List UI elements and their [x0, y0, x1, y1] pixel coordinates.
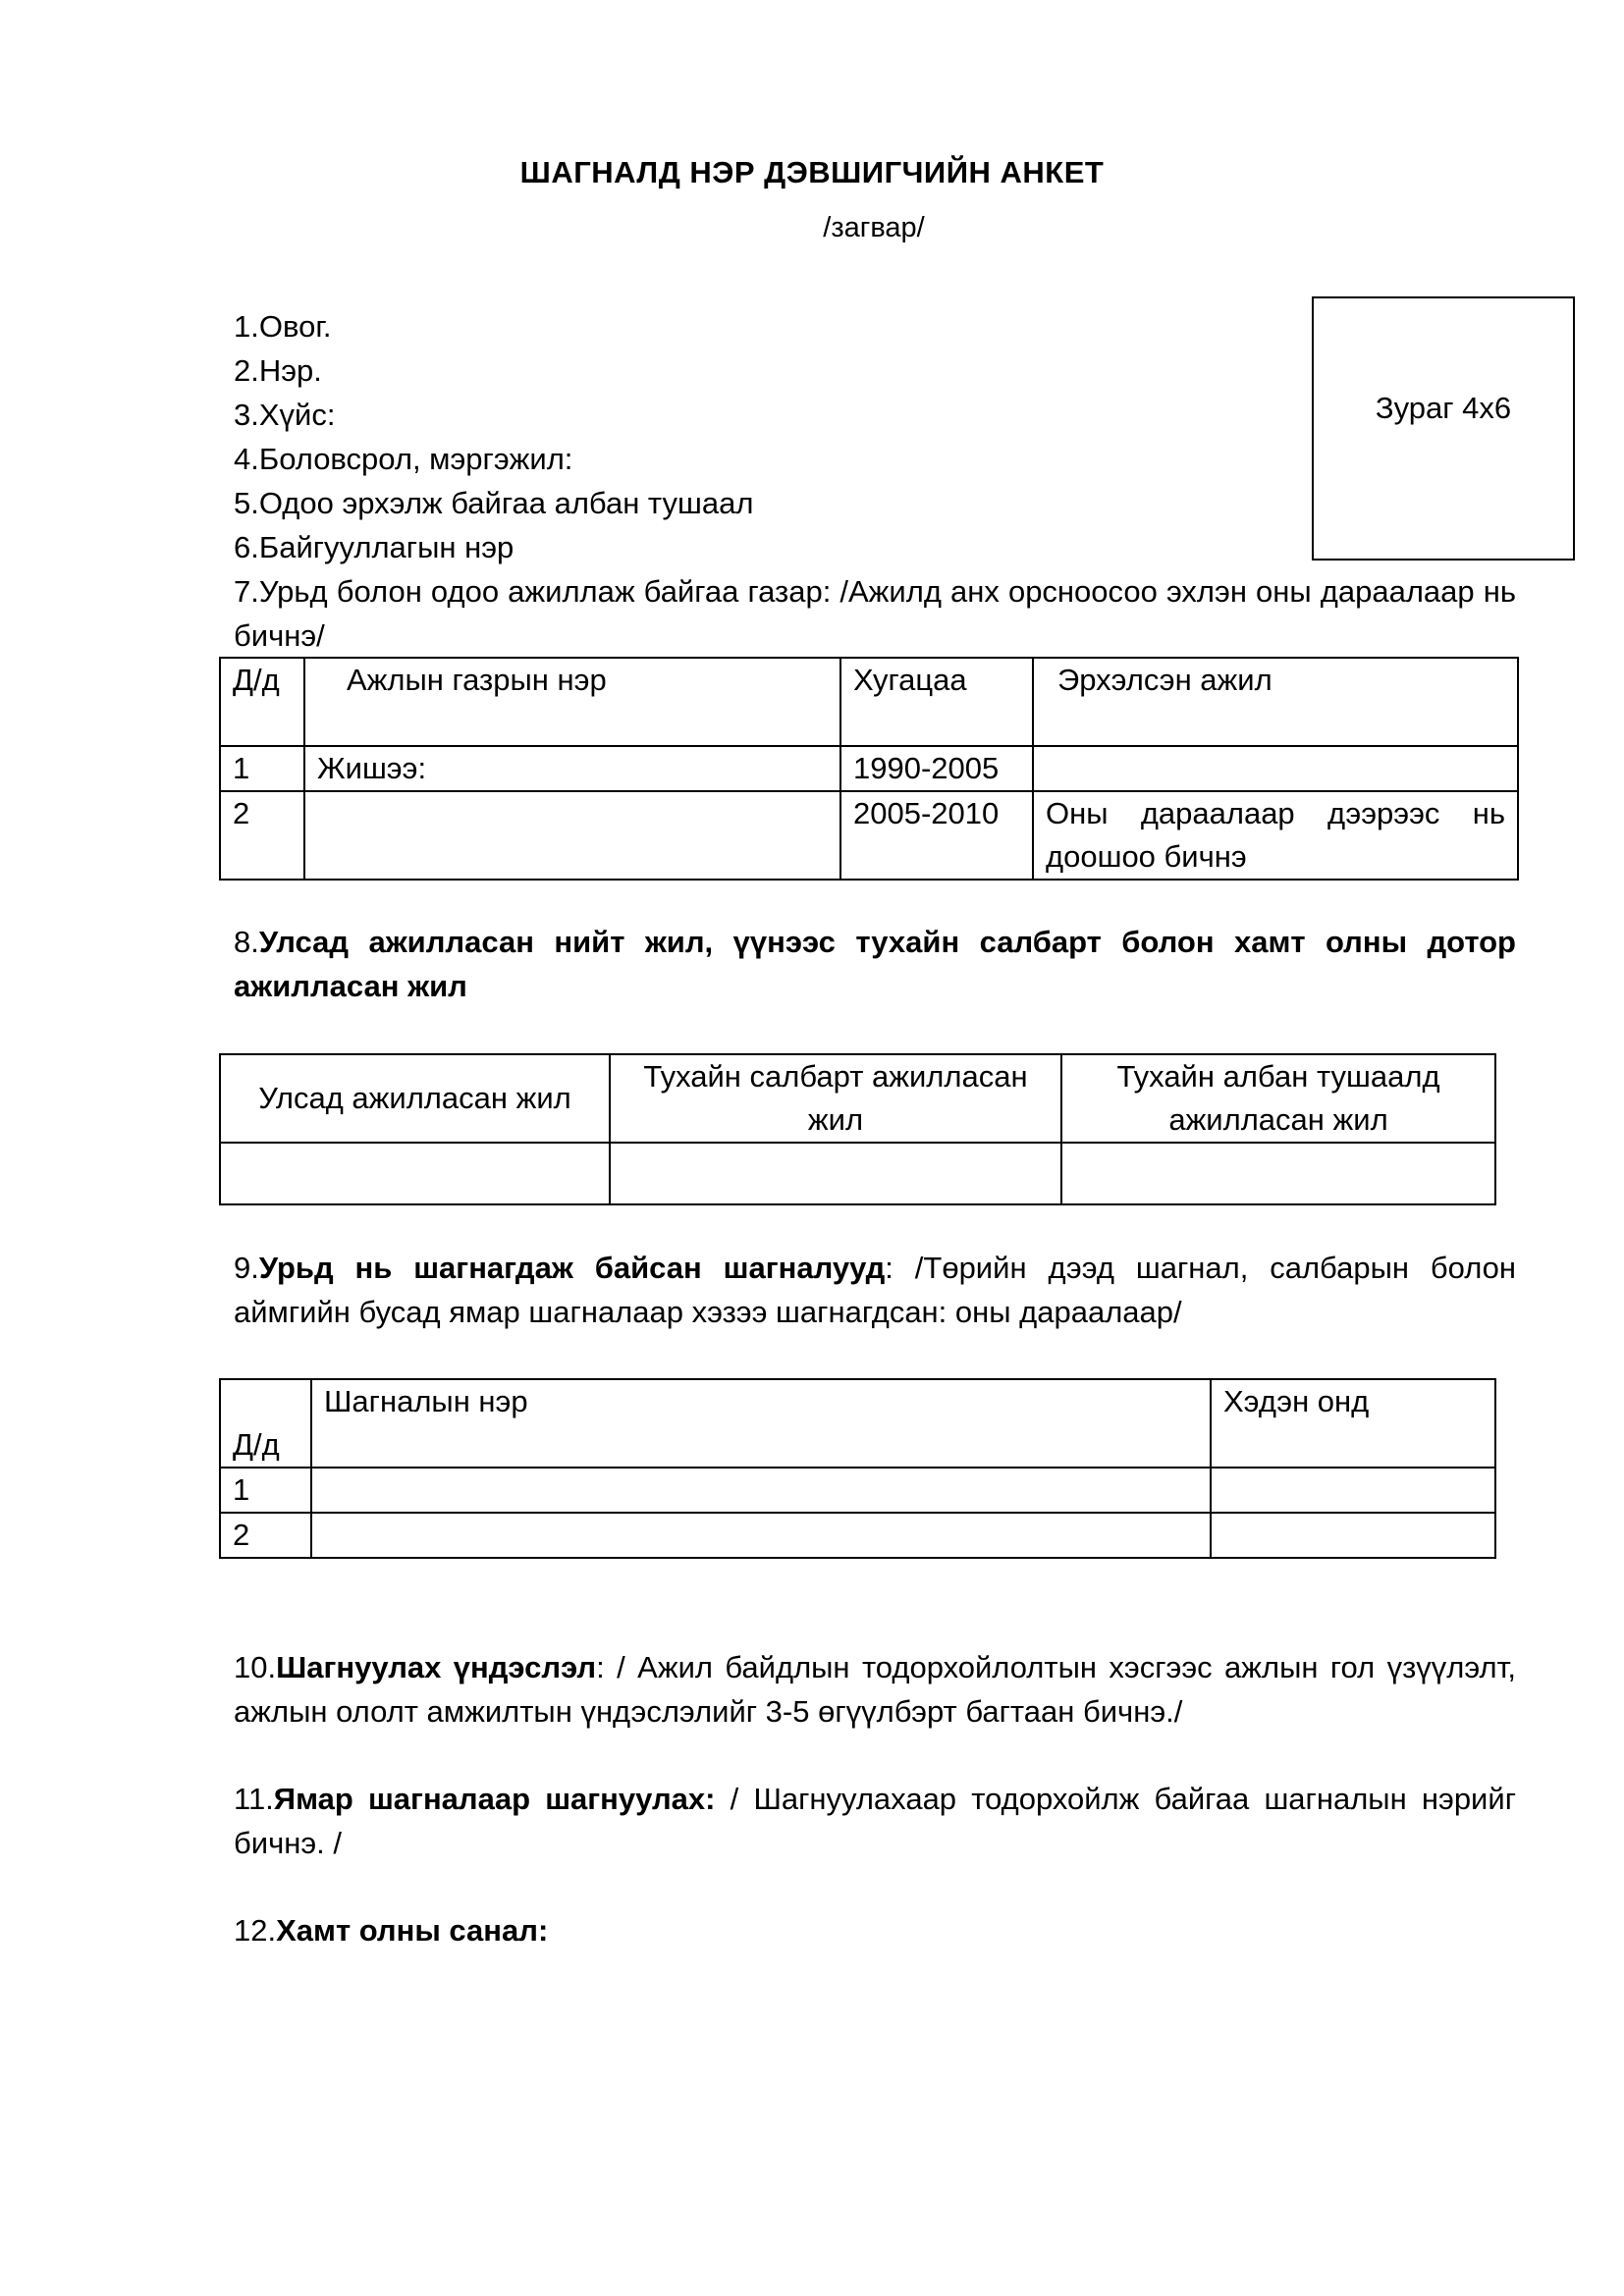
section-heading: Урьд нь шагнагдаж байсан шагналууд	[258, 1251, 886, 1285]
table-cell	[311, 1468, 1211, 1513]
header-cell: Д/д	[220, 658, 304, 746]
previous-awards-table	[219, 1378, 1496, 1559]
table-cell: 2005-2010	[840, 791, 1033, 880]
table-cell: 1990-2005	[840, 746, 1033, 791]
header-cell: Тухайн албан тушаалд ажилласан жил	[1061, 1054, 1495, 1143]
table-cell	[311, 1513, 1211, 1558]
table-cell	[1033, 746, 1518, 791]
document-title: ШАГНАЛД НЭР ДЭВШИГЧИЙН АНКЕТ	[519, 155, 1105, 189]
document-subtitle: /загвар/	[823, 212, 925, 243]
header-cell: Хугацаа	[840, 658, 1033, 746]
header-cell: Шагналын нэр	[311, 1379, 1211, 1468]
section-10-heading	[234, 1645, 1516, 1734]
field-organization: 6.Байгууллагын нэр	[234, 530, 514, 564]
table-cell	[1061, 1143, 1495, 1204]
work-history-table	[219, 657, 1519, 881]
photo-placeholder-label: Зураг 4х6	[1375, 391, 1512, 425]
field-name: 2.Нэр.	[234, 353, 322, 388]
table-cell: 2	[220, 791, 304, 880]
table-cell: 1	[220, 1468, 311, 1513]
table-cell: Жишээ:	[304, 746, 840, 791]
section-number: 8.	[234, 925, 259, 959]
section-9-heading	[234, 1246, 1516, 1334]
table-row	[220, 746, 1518, 791]
table-cell	[220, 1143, 610, 1204]
section-7-text: 7.Урьд болон одоо ажиллаж байгаа газар: /Ажилд анх орсноосоо эхлэн оны дараалаар нь бичнэ/	[234, 574, 1516, 653]
field-surname: 1.Овог.	[234, 309, 332, 344]
table-row	[220, 1513, 1495, 1558]
photo-placeholder-box	[1312, 296, 1575, 561]
header-cell: Тухайн салбарт ажилласан жил	[610, 1054, 1061, 1143]
section-11-heading	[234, 1777, 1516, 1865]
years-worked-table	[219, 1053, 1496, 1205]
section-note: : /Төрийн дээд шагнал, салбарын болон аймгийн бусад ямар шагналаар хэзээ шагнагдсан: оны дараалаар/	[234, 1251, 1516, 1329]
table-cell	[1211, 1513, 1495, 1558]
field-gender: 3.Хүйс:	[234, 398, 336, 432]
section-note: / Шагнуулахаар тодорхойлж байгаа шагналын нэрийг бичнэ. /	[234, 1782, 1516, 1860]
section-8-heading	[234, 920, 1516, 1008]
table-cell: Оны дараалаар дээрээс нь доошоо бичнэ	[1033, 791, 1518, 880]
section-note: : / Ажил байдлын тодорхойлолтын хэсгээс ажлын гол үзүүлэлт, ажлын ололт амжилтын үндэслэлийг 3-5 өгүүлбэрт багтаан бичнэ./	[234, 1650, 1516, 1729]
table-cell	[610, 1143, 1061, 1204]
header-cell: Д/д	[220, 1379, 311, 1468]
section-number: 9.	[234, 1251, 259, 1285]
table-cell: 2	[220, 1513, 311, 1558]
section-heading: Шагнуулах үндэслэл	[276, 1650, 597, 1684]
section-12-heading	[234, 1908, 548, 1952]
header-cell: Ажлын газрын нэр	[304, 658, 840, 746]
table-row	[220, 1468, 1495, 1513]
table-cell	[304, 791, 840, 880]
table-header-row	[220, 1054, 1495, 1143]
table-header-row	[220, 658, 1518, 746]
table-cell	[1211, 1468, 1495, 1513]
header-cell: Улсад ажилласан жил	[220, 1054, 610, 1143]
section-number: 12.	[234, 1913, 277, 1948]
field-current-position: 5.Одоо эрхэлж байгаа албан тушаал	[234, 486, 754, 520]
header-cell: Эрхэлсэн ажил	[1033, 658, 1518, 746]
field-education: 4.Боловсрол, мэргэжил:	[234, 442, 573, 476]
section-heading: Улсад ажилласан нийт жил, үүнээс тухайн салбарт болон хамт олны дотор ажилласан жил	[234, 925, 1516, 1003]
table-row	[220, 791, 1518, 880]
table-cell: 1	[220, 746, 304, 791]
section-number: 11.	[234, 1782, 274, 1816]
header-cell: Хэдэн онд	[1211, 1379, 1495, 1468]
section-heading: Хамт олны санал:	[276, 1913, 549, 1948]
section-heading: Ямар шагналаар шагнуулах:	[273, 1782, 716, 1816]
section-number: 10.	[234, 1650, 277, 1684]
table-header-row	[220, 1379, 1495, 1468]
table-row	[220, 1143, 1495, 1204]
